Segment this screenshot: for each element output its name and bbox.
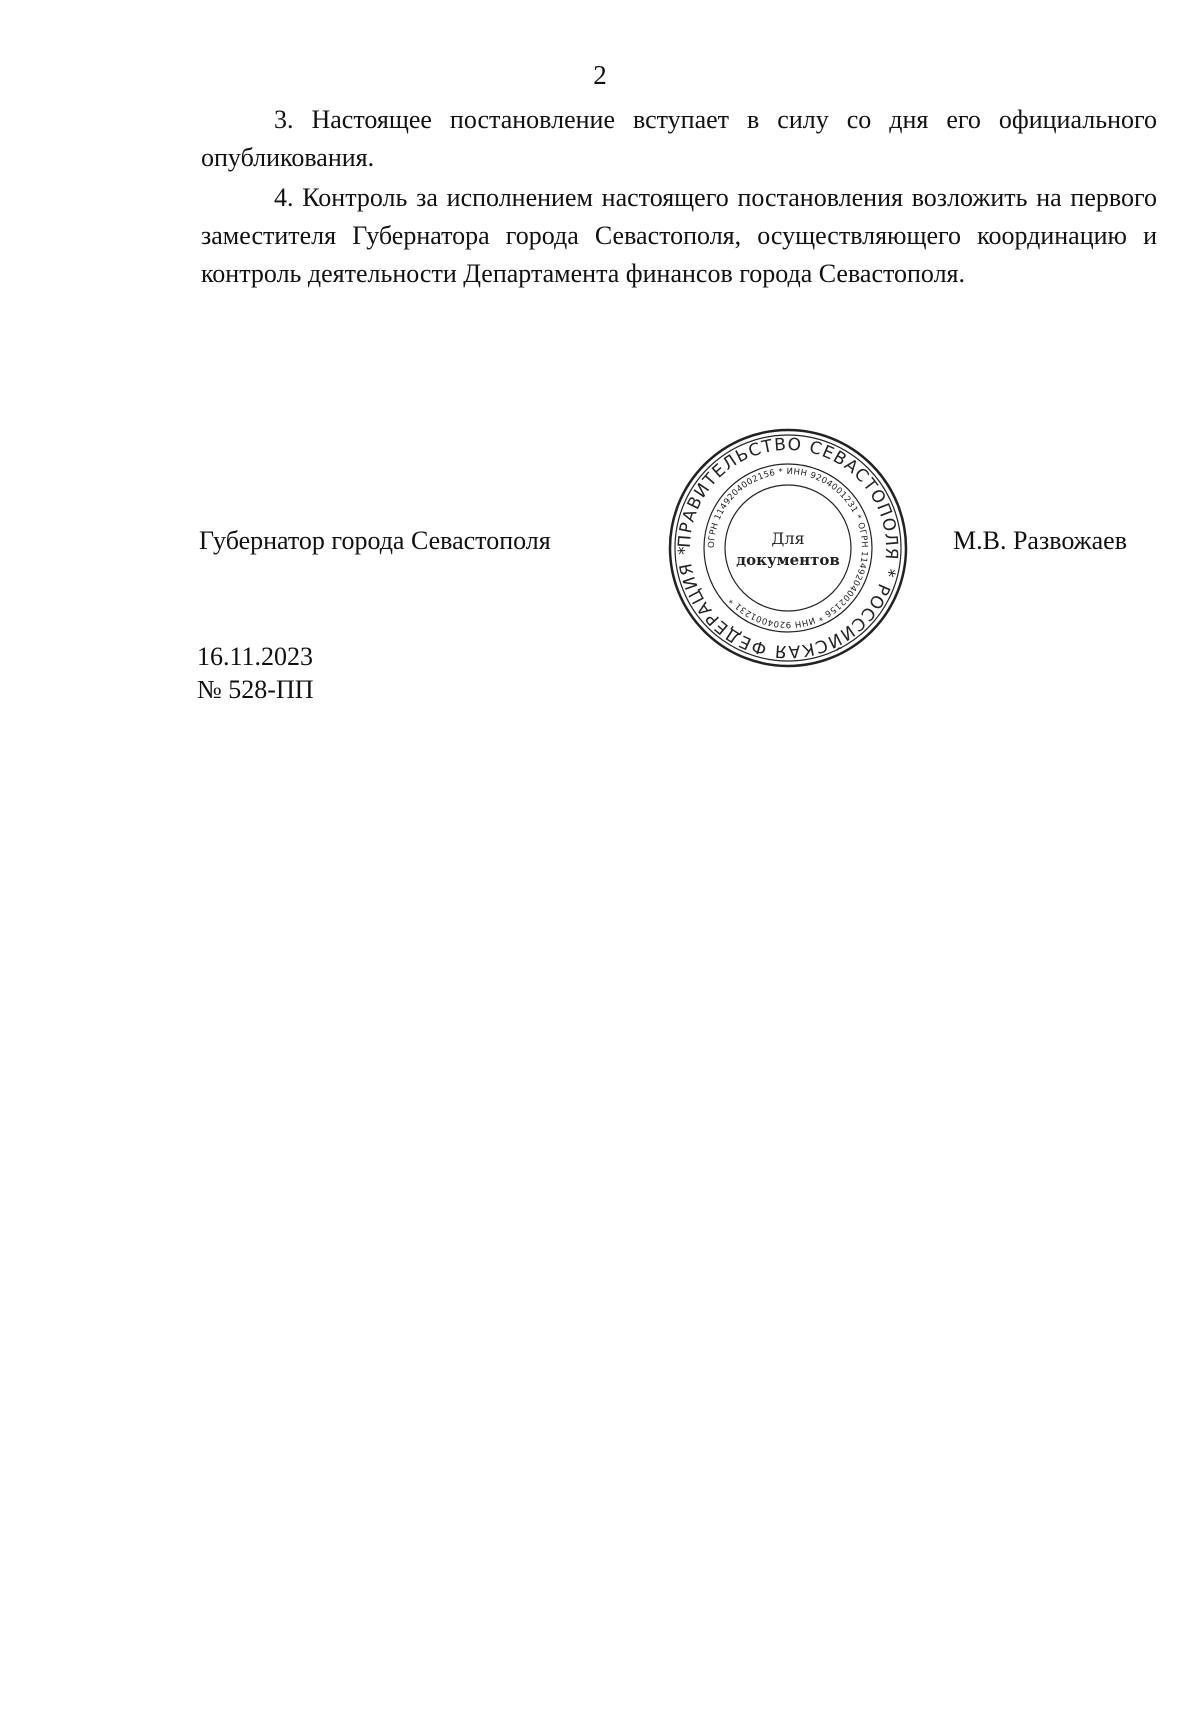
paragraph-4: 4. Контроль за исполнением настоящего постановления возложить на первого заместителя Губернатора города Севастополя, осуществляющего координацию и контроль деятельности Департамента финансов города Севастополя. [201,183,1157,288]
signatory-name: М.В. Развожаев [953,526,1128,555]
seal-center-line1: Для [771,529,805,548]
paragraph-3: 3. Настоящее постановление вступает в силу со дня его официального опубликования. [201,105,1157,172]
page-number: 2 [593,60,607,90]
document-body [201,101,1157,295]
official-seal [666,426,910,670]
document-date: 16.11.2023 [197,642,314,671]
document-number: № 528-ПП [197,675,314,704]
seal-center-line2: документов [736,551,840,569]
seal-inner-text: ОГРН 1149204002156 * ИНН 9204001231 * ОГРН 1149204002156 * ИНН 9204001231 * [706,466,870,630]
signatory-position: Губернатор города Севастополя [199,526,551,555]
seal-outer-text: ПРАВИТЕЛЬСТВО СЕВАСТОПОЛЯ * РОССИЙСКАЯ ФЕДЕРАЦИЯ * [674,434,902,662]
